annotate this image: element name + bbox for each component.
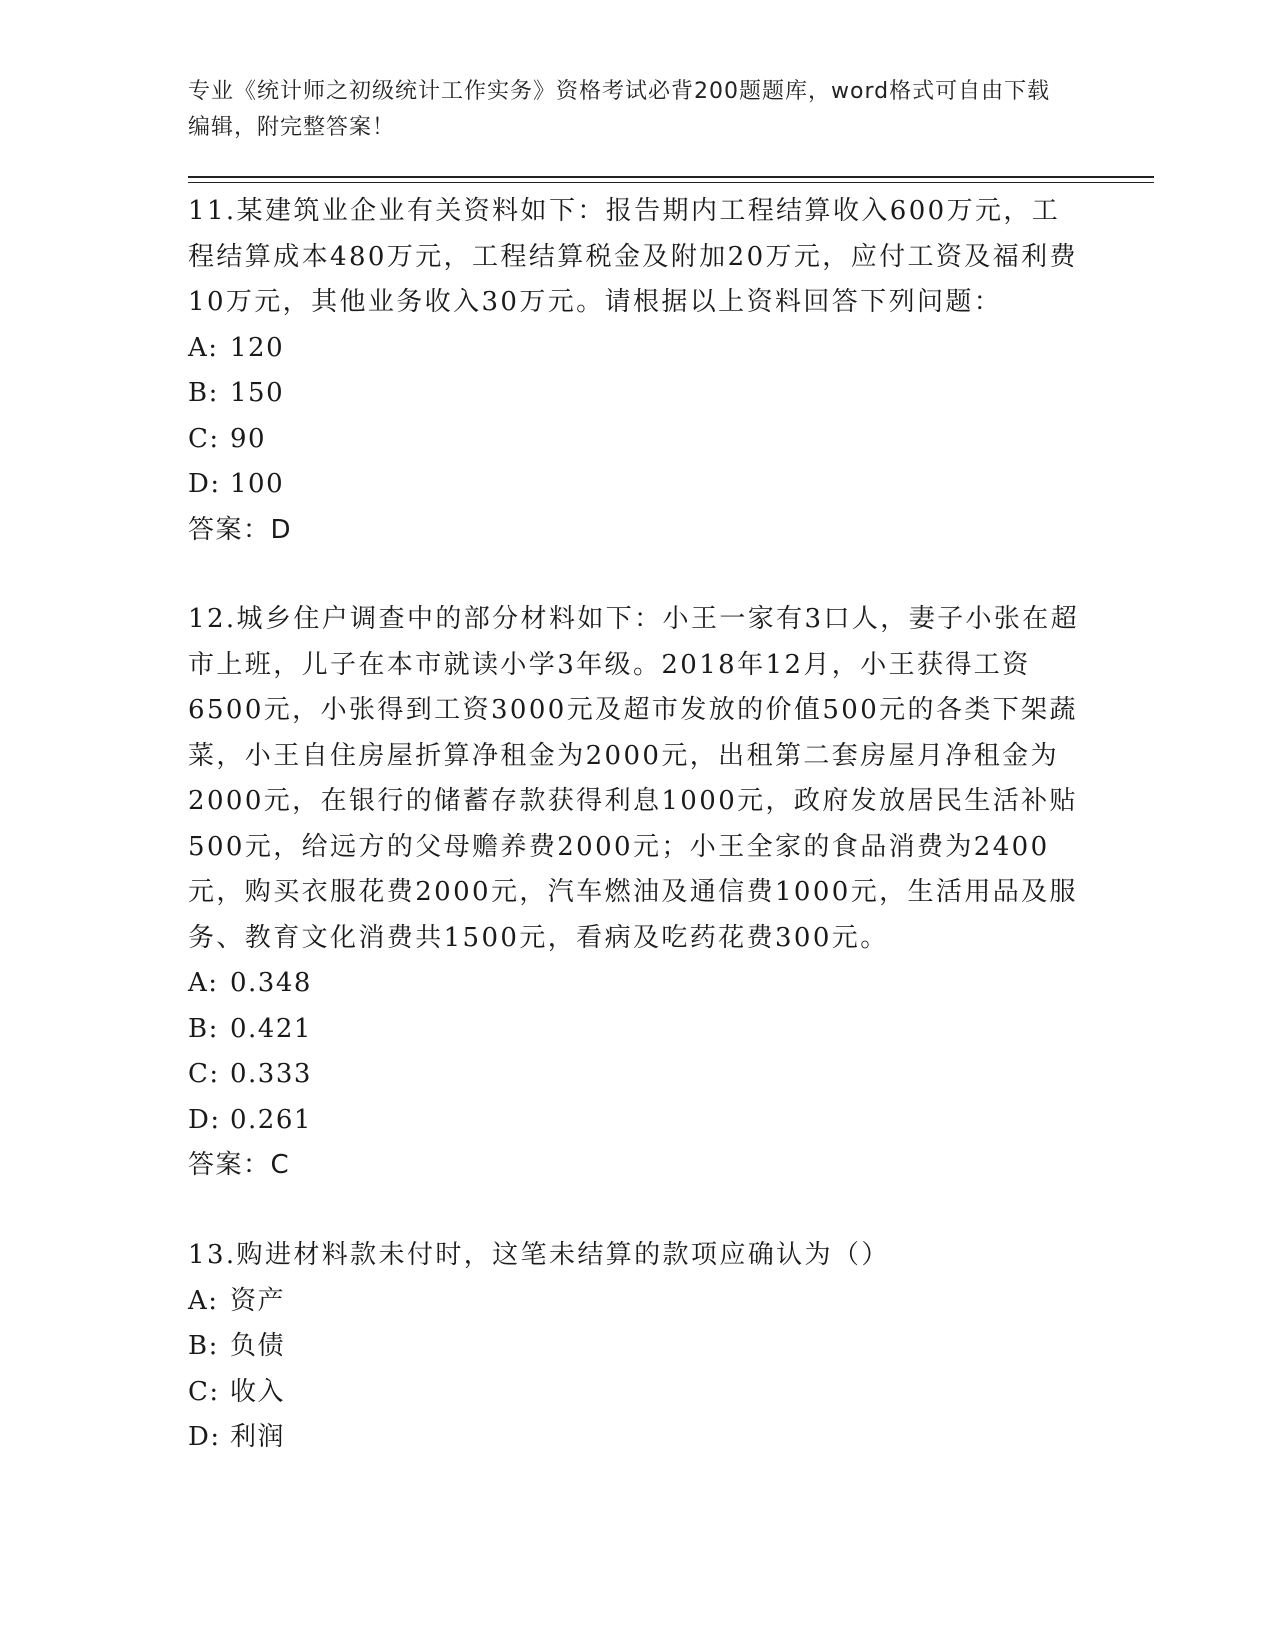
question-13 [188,1233,1088,1461]
option-text: 90 [230,423,267,454]
option-letter: B: [188,378,219,408]
option-c [188,1052,1088,1098]
answer-line: 答案：C [188,1150,291,1180]
option-letter: D: [188,1104,221,1135]
option-d [188,1415,1088,1461]
question-12 [188,597,1088,1189]
option-b [188,1007,1088,1053]
option-letter: D: [188,469,221,499]
option-text: 利润 [230,1422,286,1452]
option-letter: A: [188,968,219,998]
option-letter: C: [188,1376,220,1407]
question-stem: 12.城乡住户调查中的部分材料如下：小王一家有3口人，妻子小张在超市上班，儿子在本市就读小学3年级。2018年12月，小王获得工资6500元，小张得到工资3000元及超市发放的价值500元的各类下架蔬菜，小王自住房屋折算净租金为2000元，出租第二套房屋月净租金为2000元，在银行的储蓄存款获得利息1000元，政府发放居民生活补贴500元，给远方的父母赡养费2000元；小王全家的食品消费为2400元，购买衣服花费2000元，汽车燃油及通信费1000元，生活用品及服务、教育文化消费共1500元，看病及吃药花费300元。 [188,604,1080,953]
option-c [188,1370,1088,1416]
header-divider-thin [188,182,1154,183]
option-a [188,326,1088,372]
option-a [188,961,1088,1007]
option-d [188,462,1088,508]
option-c [188,417,1088,463]
option-text: 0.261 [230,1104,312,1135]
question-11 [188,189,1088,553]
option-letter: D: [188,1422,221,1452]
option-b [188,371,1088,417]
option-letter: B: [188,1331,219,1361]
option-letter: C: [188,1059,220,1089]
option-text: 0.348 [230,968,312,998]
header-divider-thick [188,176,1154,178]
option-letter: C: [188,423,220,454]
option-letter: A: [188,1285,219,1316]
option-text: 0.333 [230,1059,312,1089]
option-text: 100 [230,469,285,499]
option-text: 0.421 [230,1013,312,1044]
question-stem: 13.购进材料款未付时，这笔未结算的款项应确认为（） [188,1240,890,1270]
option-text: 资产 [230,1285,286,1316]
option-text: 120 [230,332,285,363]
option-d [188,1098,1088,1144]
option-text: 收入 [230,1376,286,1407]
option-text: 负债 [230,1331,286,1361]
option-letter: A: [188,332,219,363]
document-header: 专业《统计师之初级统计工作实务》资格考试必背200题题库，word格式可自由下载编辑，附完整答案！ [188,79,1051,140]
question-stem: 11.某建筑业企业有关资料如下：报告期内工程结算收入600万元，工程结算成本480万元，工程结算税金及附加20万元，应付工资及福利费10万元，其他业务收入30万元。请根据以上资料回答下列问题： [188,196,1078,317]
option-b [188,1324,1088,1370]
option-letter: B: [188,1013,219,1044]
option-text: 150 [230,378,285,408]
answer-line: 答案：D [188,514,293,545]
option-a [188,1279,1088,1325]
